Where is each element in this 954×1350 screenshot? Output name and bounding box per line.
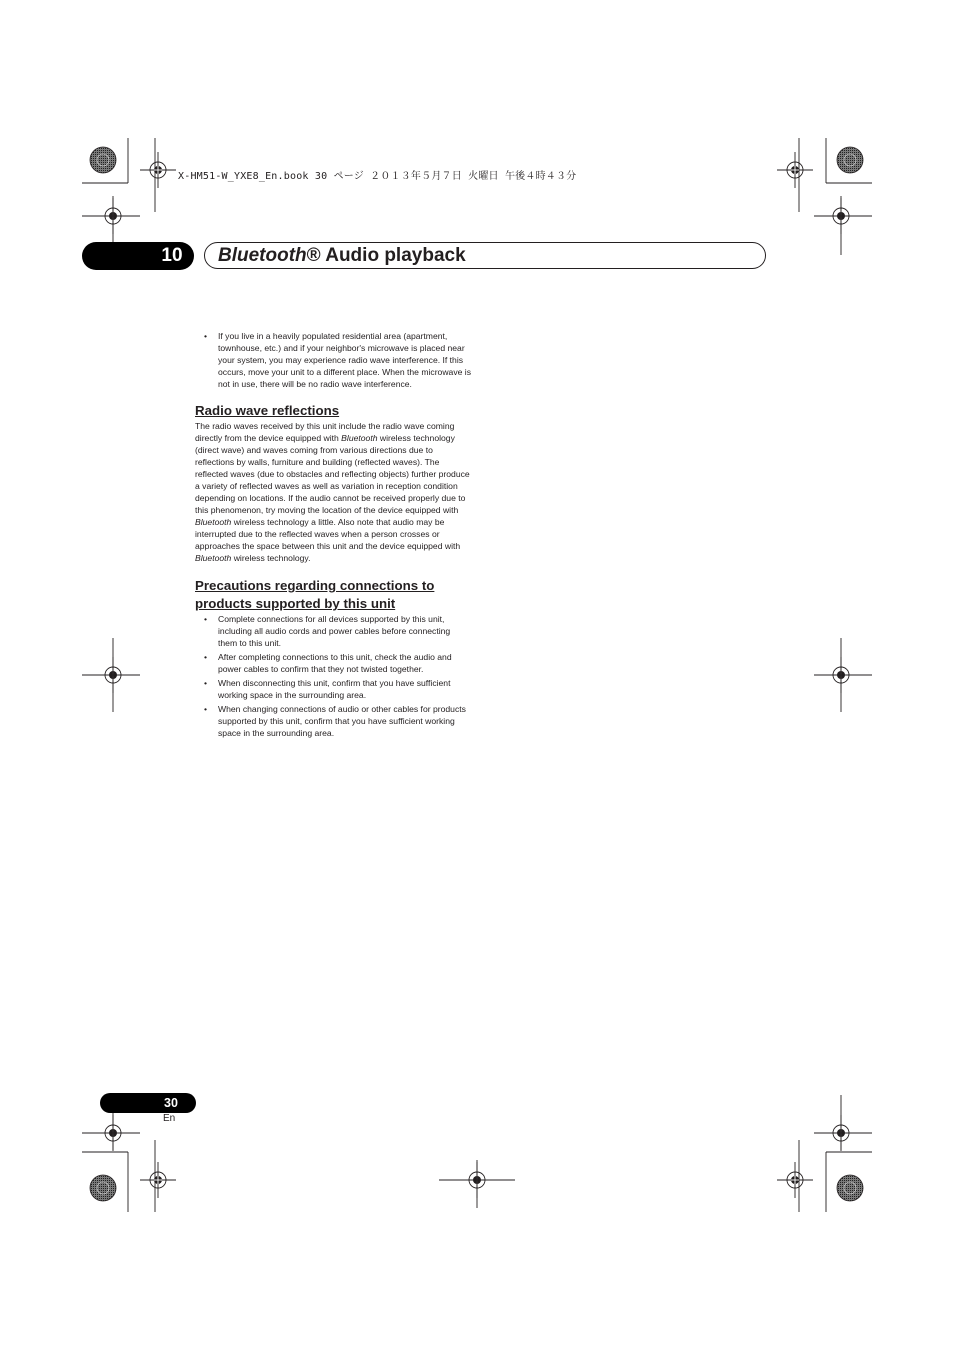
section-heading-radio-wave-reflections: Radio wave reflections	[195, 403, 340, 418]
page-language: En	[163, 1113, 176, 1124]
precautions-bullet-list	[195, 613, 471, 739]
chapter-title-rest: ® Audio playback	[306, 245, 466, 266]
section-heading-precautions: Precautions regarding connections to products supported by this unit	[195, 578, 435, 611]
list-item: • After completing connections to this unit, check the audio and power cables to confirm that they not twisted together.	[195, 651, 471, 675]
intro-bullet-list	[195, 330, 471, 390]
chapter-number: 10	[161, 245, 183, 266]
main-column	[195, 330, 471, 741]
radio-wave-paragraph: The radio waves received by this unit include the radio wave coming directly from the device equipped with Bluetooth wireless technology (direct wave) and waves coming from various directions due to reflections by walls, furniture and building (reflected waves). The reflected waves (due to obstacles and reflecting objects) further produce a variety of reflected waves as well as variation in reception condition depending on locations. If the audio cannot be received properly due to this phenomenon, try moving the location of the device equipped with Bluetooth wireless technology a little. Also note that audio may be interrupted due to the reflected waves when a person crosses or approaches the space between this unit and the device equipped with Bluetooth wireless technology.	[195, 421, 470, 563]
list-item: • Complete connections for all devices supported by this unit, including all audio cords and power cables before connecting them to this unit.	[195, 613, 471, 649]
file-header: X-HM51-W_YXE8_En.book 30 ページ ２０１３年５月７日 火曜日 午後４時４３分	[178, 171, 577, 182]
list-item: • When changing connections of audio or other cables for products supported by this unit, confirm that you have sufficient working space in the surrounding area.	[195, 703, 471, 739]
list-item: • If you live in a heavily populated residential area (apartment, townhouse, etc.) and if your neighbor's microwave is placed near your system, you may experience radio wave interference. If this occurs, move your unit to a different place. When the microwave is not in use, there will be no radio wave interference.	[195, 330, 471, 390]
chapter-title	[218, 243, 466, 269]
chapter-title-italic: Bluetooth	[218, 245, 307, 266]
page-number: 30	[164, 1096, 178, 1110]
list-item: • When disconnecting this unit, confirm that you have sufficient working space in the surrounding area.	[195, 677, 471, 701]
